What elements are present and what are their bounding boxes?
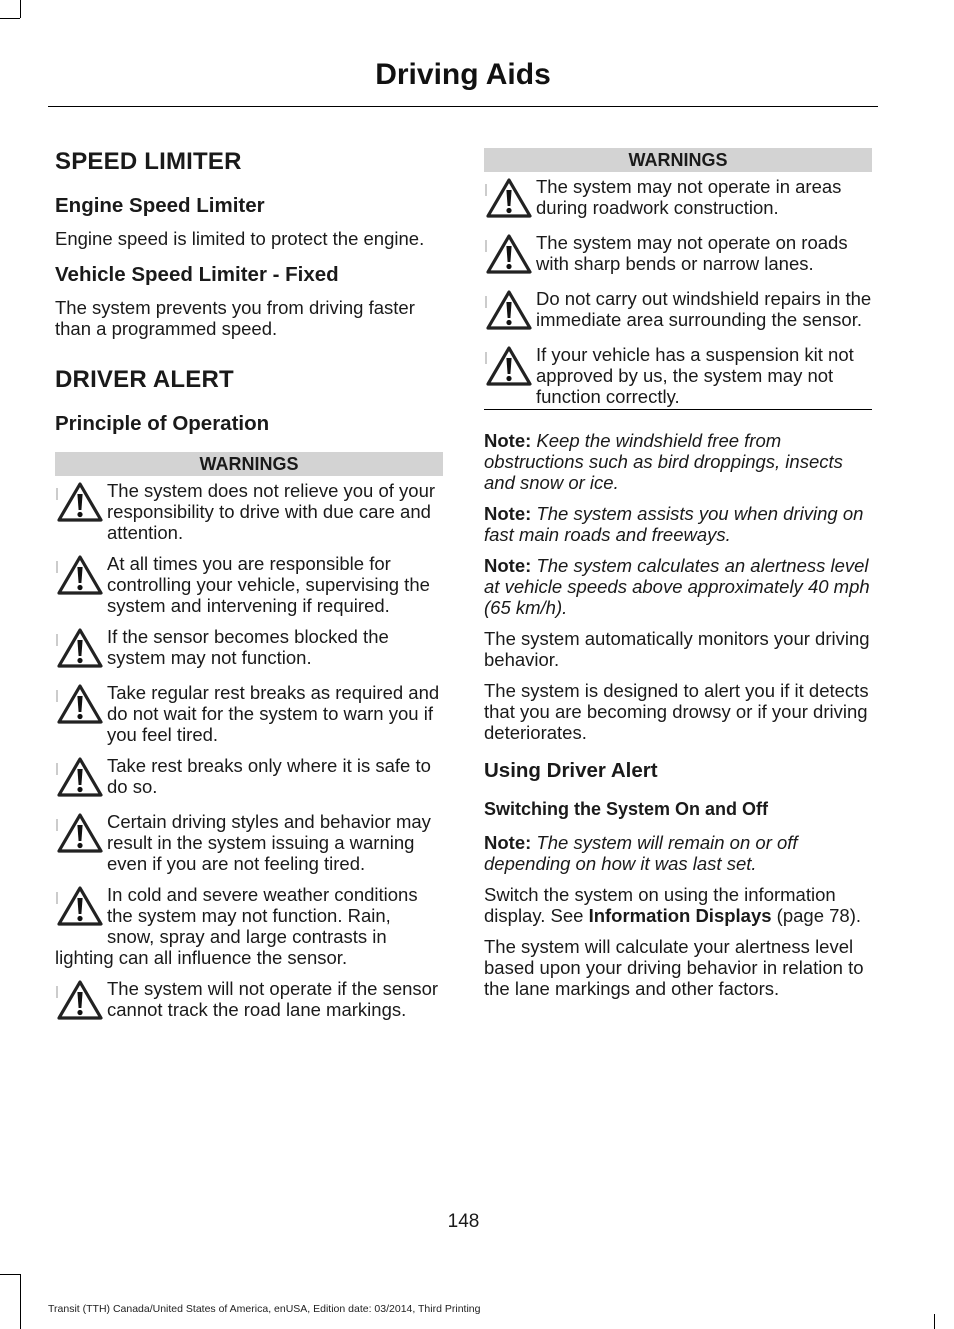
warning-triangle-icon <box>484 288 536 334</box>
note <box>484 555 872 618</box>
note-text: The system calculates an alertness level at vehicle speeds above approximately 40 mph (65 km/h). <box>484 555 870 618</box>
warning-triangle-icon <box>55 553 107 599</box>
warning-item <box>55 978 443 1024</box>
warning-triangle-icon <box>55 682 107 728</box>
section-heading-speed-limiter: SPEED LIMITER <box>55 148 242 175</box>
warning-item <box>55 682 443 745</box>
switch-text <box>484 884 872 926</box>
warning-item <box>55 553 443 616</box>
warnings-end-rule <box>484 409 872 410</box>
warning-triangle-icon <box>55 811 107 857</box>
warning-triangle-icon <box>55 626 107 672</box>
warning-item <box>484 288 872 334</box>
subheading-engine-speed-limiter: Engine Speed Limiter <box>55 194 265 217</box>
warning-triangle-icon <box>484 176 536 222</box>
warning-item <box>484 232 872 278</box>
warning-item <box>484 344 872 407</box>
warning-text: Take rest breaks only where it is safe to do so. <box>107 755 431 797</box>
warning-text: At all times you are responsible for controlling your vehicle, supervising the system and intervening if required. <box>107 553 430 616</box>
vehicle-speed-text: The system prevents you from driving faster than a programmed speed. <box>55 297 415 339</box>
warning-triangle-icon <box>55 755 107 801</box>
warnings-list <box>484 176 872 407</box>
warning-item <box>484 176 872 222</box>
warnings-list <box>55 480 443 1024</box>
warning-text: Take regular rest breaks as required and do not wait for the system to warn you if you feel tired. <box>107 682 440 745</box>
crop-mark <box>20 1274 21 1329</box>
warning-item <box>55 811 443 874</box>
crop-mark <box>0 1274 20 1275</box>
left-column <box>55 140 443 1024</box>
warnings-header: WARNINGS <box>484 148 872 172</box>
warning-text: The system will not operate if the sensor cannot track the road lane markings. <box>107 978 439 1020</box>
note-text: Keep the windshield free from obstructions such as bird droppings, insects and snow or ice. <box>484 430 843 493</box>
warning-text: If your vehicle has a suspension kit not approved by us, the system may not function correctly. <box>536 344 854 407</box>
switch-note <box>484 832 872 874</box>
calculate-text: The system will calculate your alertness level based upon your driving behavior in relation to the lane markings and other factors. <box>484 936 864 999</box>
note-label: Note: <box>484 430 532 451</box>
alert-text: The system is designed to alert you if it detects that you are becoming drowsy or if your driving deteriorates. <box>484 680 869 743</box>
note-label: Note: <box>484 832 532 853</box>
warning-text: Do not carry out windshield repairs in the immediate area surrounding the sensor. <box>536 288 872 330</box>
subheading-vehicle-speed-limiter: Vehicle Speed Limiter - Fixed <box>55 263 339 286</box>
page-number: 148 <box>447 1211 480 1232</box>
title-divider <box>48 106 878 107</box>
note-text: The system will remain on or off depending on how it was last set. <box>484 832 798 874</box>
crop-mark <box>20 0 21 18</box>
warning-item <box>55 480 443 543</box>
warning-triangle-icon <box>55 480 107 526</box>
subheading-using-driver-alert: Using Driver Alert <box>484 759 658 782</box>
section-heading-driver-alert: DRIVER ALERT <box>55 366 234 393</box>
note-text: The system assists you when driving on fast main roads and freeways. <box>484 503 864 545</box>
warning-triangle-icon <box>55 884 107 930</box>
switch-text-before: Switch the system on using the information display. See <box>484 884 836 926</box>
note-label: Note: <box>484 555 532 576</box>
warning-text: Certain driving styles and behavior may result in the system issuing a warning even if you are not feeling tired. <box>107 811 431 874</box>
warning-text: If the sensor becomes blocked the system may not function. <box>107 626 389 668</box>
crop-mark <box>0 18 20 19</box>
warning-triangle-icon <box>55 978 107 1024</box>
information-displays-link[interactable]: Information Displays <box>588 905 772 926</box>
warning-text: The system does not relieve you of your responsibility to drive with due care and attention. <box>107 480 436 543</box>
warning-text: The system may not operate in areas during roadwork construction. <box>536 176 842 218</box>
note <box>484 503 872 545</box>
footer-text: Transit (TTH) Canada/United States of America, enUSA, Edition date: 03/2014, Third Printing <box>48 1303 481 1315</box>
notes-list <box>484 430 872 618</box>
monitor-text: The system automatically monitors your driving behavior. <box>484 628 870 670</box>
warning-item <box>55 884 443 968</box>
subheading-switching: Switching the System On and Off <box>484 799 769 819</box>
page-title: Driving Aids <box>375 58 551 91</box>
warning-item <box>55 755 443 801</box>
warning-item <box>55 626 443 672</box>
warnings-header: WARNINGS <box>55 452 443 476</box>
note <box>484 430 872 493</box>
warning-text: In cold and severe weather conditions the system may not function. Rain, snow, spray and large contrasts in lighting can all influence the sensor. <box>55 884 418 968</box>
engine-speed-text: Engine speed is limited to protect the engine. <box>55 228 425 249</box>
warning-triangle-icon <box>484 344 536 390</box>
warning-triangle-icon <box>484 232 536 278</box>
note-label: Note: <box>484 503 532 524</box>
subheading-principle-of-operation: Principle of Operation <box>55 412 270 435</box>
right-column <box>484 148 872 999</box>
warning-text: The system may not operate on roads with sharp bends or narrow lanes. <box>536 232 848 274</box>
switch-text-after: (page 78). <box>771 905 862 926</box>
crop-mark <box>934 1314 935 1329</box>
